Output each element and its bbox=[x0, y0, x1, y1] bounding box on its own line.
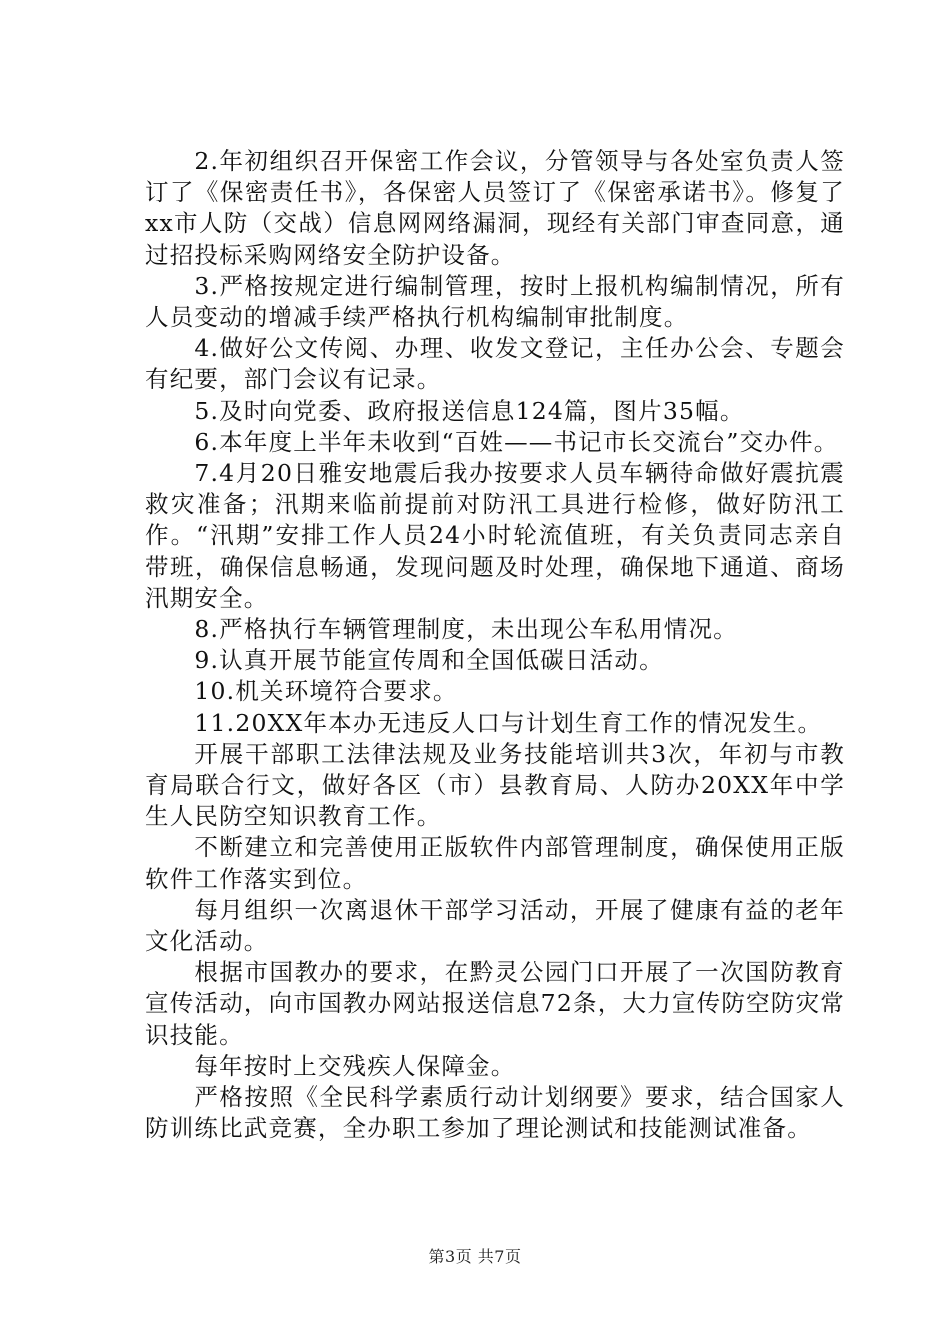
paragraph-item-5: 5.及时向党委、政府报送信息124篇，图片35幅。 bbox=[194, 396, 745, 425]
page-number-footer: 第3页 共7页 bbox=[428, 1247, 522, 1266]
paragraph-science-literacy: 严格按照《全民科学素质行动计划纲要》要求，结合国家人防训练比武竞赛，全办职工参加了理论测试和技能测试准备。 bbox=[145, 1083, 845, 1143]
paragraph-item-11: 11.20XX年本办无违反人口与计划生育工作的情况发生。 bbox=[194, 708, 823, 737]
document-body bbox=[145, 146, 845, 1145]
paragraph-item-6: 6.本年度上半年未收到“百姓——书记市长交流台”交办件。 bbox=[194, 427, 839, 456]
paragraph-defense-education: 根据市国教办的要求，在黔灵公园门口开展了一次国防教育宣传活动，向市国教办网站报送信息72条，大力宣传防空防灾常识技能。 bbox=[145, 958, 845, 1049]
paragraph-software: 不断建立和完善使用正版软件内部管理制度，确保使用正版软件工作落实到位。 bbox=[145, 833, 845, 893]
paragraph-training: 开展干部职工法律法规及业务技能培训共3次，年初与市教育局联合行文，做好各区（市）县教育局、人防办20XX年中学生人民防空知识教育工作。 bbox=[145, 739, 845, 831]
paragraph-disability-fund: 每年按时上交残疾人保障金。 bbox=[194, 1051, 516, 1080]
paragraph-retirees: 每月组织一次离退休干部学习活动，开展了健康有益的老年文化活动。 bbox=[145, 895, 845, 956]
paragraph-item-8: 8.严格执行车辆管理制度，未出现公车私用情况。 bbox=[194, 615, 738, 644]
paragraph-item-3: 3.严格按规定进行编制管理，按时上报机构编制情况，所有人员变动的增减手续严格执行机构编制审批制度。 bbox=[145, 271, 845, 332]
paragraph-item-4: 4.做好公文传阅、办理、收发文登记，主任办公会、专题会有纪要，部门会议有记录。 bbox=[145, 334, 845, 394]
paragraph-item-2: 2.年初组织召开保密工作会议，分管领导与各处室负责人签订了《保密责任书》，各保密人员签订了《保密承诺书》。修复了xx市人防（交战）信息网网络漏洞，现经有关部门审查同意，通过招投标采购网络安全防护设备。 bbox=[145, 147, 845, 269]
paragraph-item-9: 9.认真开展节能宣传周和全国低碳日活动。 bbox=[194, 646, 664, 675]
paragraph-item-7: 7.4月20日雅安地震后我办按要求人员车辆待命做好震抗震救灾准备；汛期来临前提前对防汛工具进行检修，做好防汛工作。“汛期”安排工作人员24小时轮流值班，有关负责同志亲自带班，确保信息畅通，发现问题及时处理，确保地下通道、商场汛期安全。 bbox=[145, 459, 845, 612]
paragraph-item-10: 10.机关环境符合要求。 bbox=[194, 677, 458, 706]
